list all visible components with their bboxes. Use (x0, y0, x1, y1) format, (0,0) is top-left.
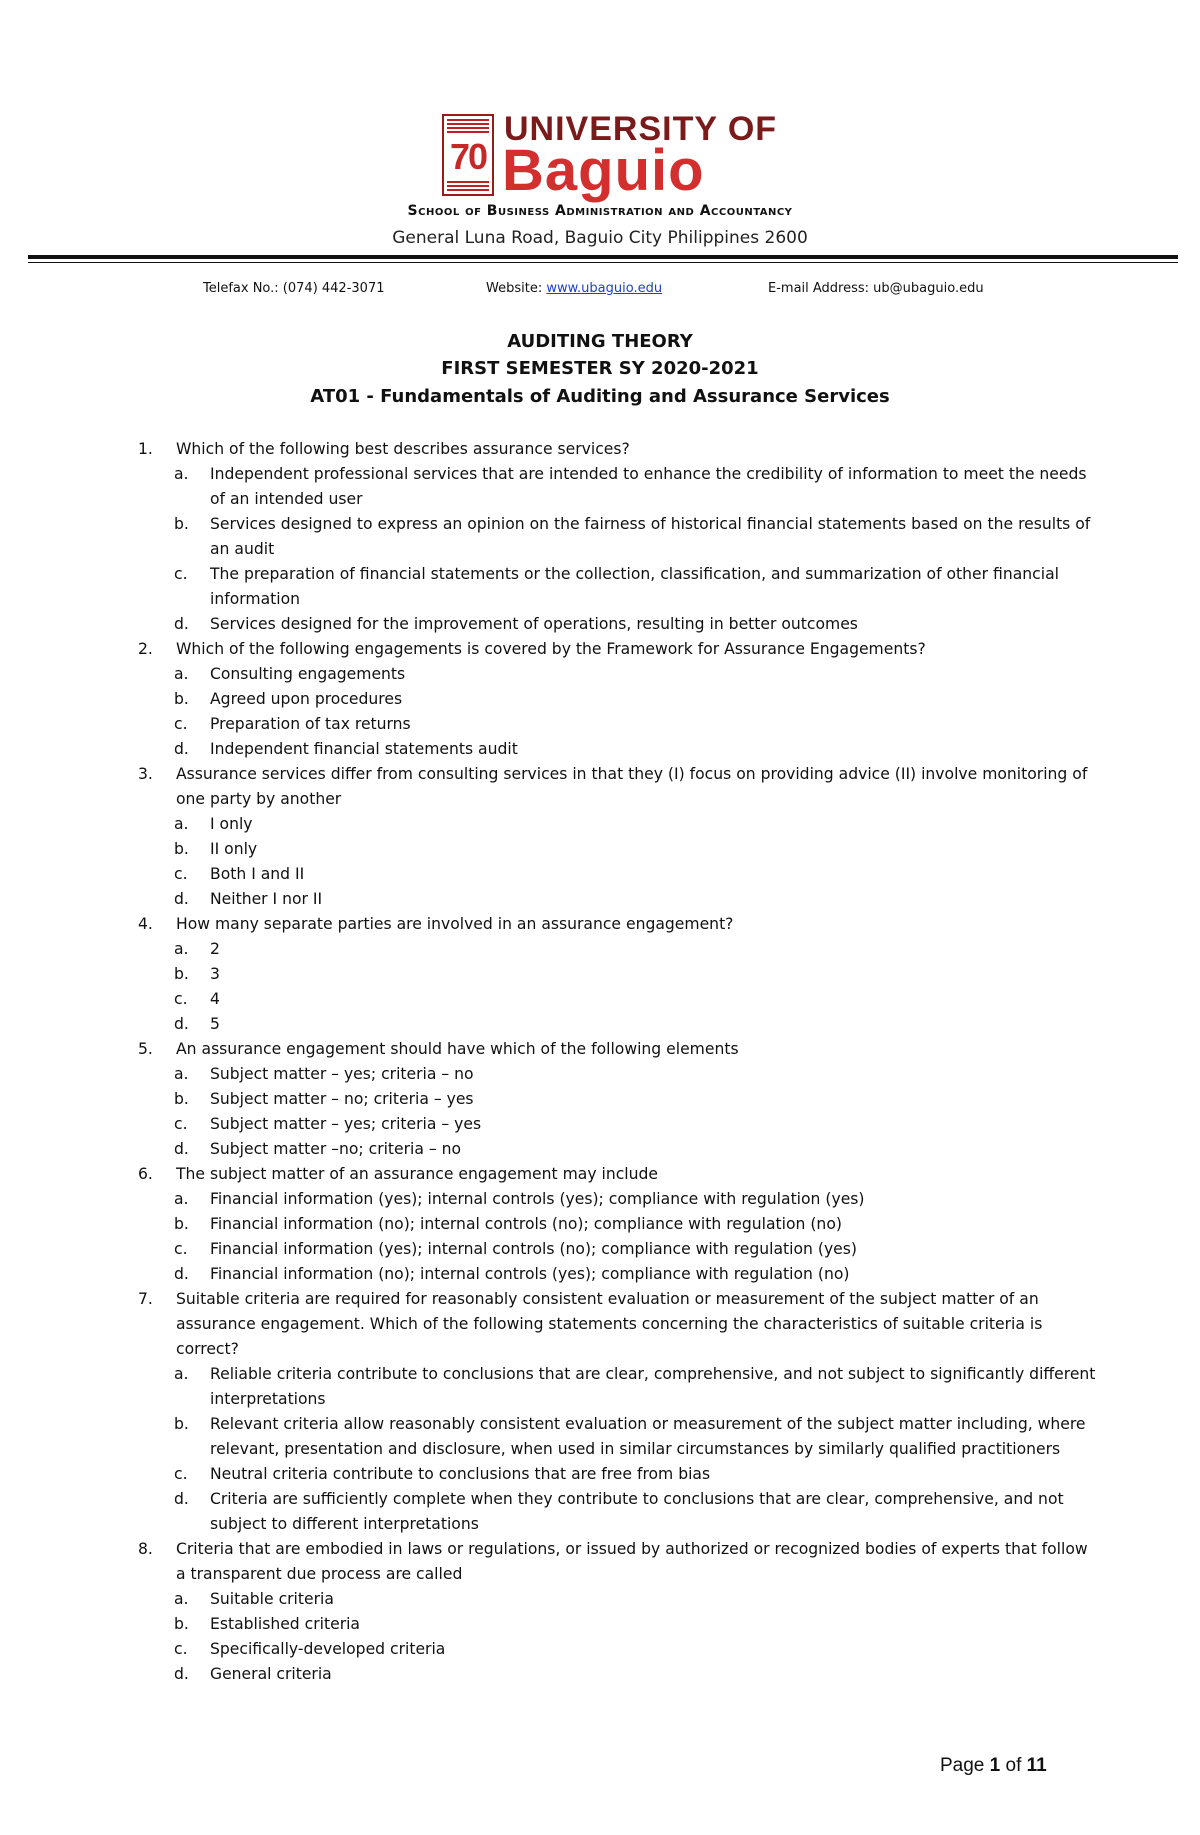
answer-option (138, 1262, 1098, 1287)
answer-option (138, 987, 1098, 1012)
option-letter: d. (174, 740, 189, 758)
option-text: Suitable criteria (210, 1590, 334, 1608)
option-text: Financial information (no); internal controls (yes); compliance with regulation (no) (210, 1265, 850, 1283)
option-text: Subject matter –no; criteria – no (210, 1140, 462, 1158)
logo-badge-top-strip (447, 119, 489, 133)
option-text: Subject matter – yes; criteria – yes (210, 1115, 482, 1133)
answer-option (138, 1087, 1098, 1112)
semester-title: FIRST SEMESTER SY 2020-2021 (441, 358, 759, 379)
option-text: Relevant criteria allow reasonably consistent evaluation or measurement of the subject matter including, where relevant, presentation and disclosure, when used in similar circumstances by similarly qualified practitioners (210, 1415, 1086, 1458)
option-text: Established criteria (210, 1615, 360, 1633)
option-letter: b. (174, 1615, 189, 1633)
option-letter: a. (174, 940, 189, 958)
answer-option (138, 937, 1098, 962)
option-letter: d. (174, 1015, 189, 1033)
option-letter: d. (174, 615, 189, 633)
question-number: 1. (138, 440, 153, 458)
option-text: 4 (210, 990, 220, 1008)
option-text: Subject matter – no; criteria – yes (210, 1090, 474, 1108)
header-divider-thick (28, 255, 1178, 259)
option-text: Reliable criteria contribute to conclusions that are clear, comprehensive, and not subject to significantly different interpretations (210, 1365, 1096, 1408)
option-letter: c. (174, 1640, 188, 1658)
option-text: General criteria (210, 1665, 332, 1683)
option-letter: c. (174, 1465, 188, 1483)
page-current: 1 (989, 1755, 1001, 1776)
question-number: 2. (138, 640, 153, 658)
answer-option (138, 1012, 1098, 1037)
answer-option (138, 1487, 1098, 1537)
option-text: Financial information (yes); internal controls (yes); compliance with regulation (yes) (210, 1190, 865, 1208)
question-item (138, 1287, 1098, 1362)
answer-option (138, 1112, 1098, 1137)
subject-title: AUDITING THEORY (507, 331, 693, 352)
answer-option (138, 837, 1098, 862)
answer-option (138, 1412, 1098, 1462)
question-text: Which of the following best describes assurance services? (176, 440, 630, 458)
option-letter: c. (174, 990, 188, 1008)
question-text: Criteria that are embodied in laws or regulations, or issued by authorized or recognized bodies of experts that follow a transparent due process are called (176, 1540, 1088, 1583)
answer-option (138, 887, 1098, 912)
page-footer (940, 1755, 1047, 1777)
option-text: Financial information (no); internal controls (no); compliance with regulation (no) (210, 1215, 842, 1233)
option-text: Both I and II (210, 865, 305, 883)
option-text: 3 (210, 965, 220, 983)
question-number: 8. (138, 1540, 153, 1558)
option-text: II only (210, 840, 258, 858)
question-item (138, 1162, 1098, 1187)
question-item (138, 912, 1098, 937)
option-letter: a. (174, 465, 189, 483)
answer-option (138, 512, 1098, 562)
option-letter: c. (174, 565, 188, 583)
option-text: Criteria are sufficiently complete when they contribute to conclusions that are clear, comprehensive, and not subject to different interpretations (210, 1490, 1064, 1533)
answer-option (138, 462, 1098, 512)
answer-option (138, 962, 1098, 987)
logo-badge (442, 114, 494, 196)
question-item (138, 637, 1098, 662)
question-number: 6. (138, 1165, 153, 1183)
of-label: of (1005, 1755, 1022, 1776)
answer-option (138, 712, 1098, 737)
option-letter: a. (174, 1590, 189, 1608)
question-text: Suitable criteria are required for reasonably consistent evaluation or measurement of the subject matter of an assurance engagement. Which of the following statements concerning the characteristics of suitable criteria is correct? (176, 1290, 1043, 1358)
option-letter: b. (174, 965, 189, 983)
option-text: Independent financial statements audit (210, 740, 518, 758)
answer-option (138, 1637, 1098, 1662)
option-text: I only (210, 815, 253, 833)
answer-option (138, 1237, 1098, 1262)
question-number: 3. (138, 765, 153, 783)
question-text: An assurance engagement should have which of the following elements (176, 1040, 739, 1058)
answer-option (138, 612, 1098, 637)
answer-option (138, 862, 1098, 887)
question-text: Which of the following engagements is covered by the Framework for Assurance Engagements? (176, 640, 926, 658)
option-letter: d. (174, 1265, 189, 1283)
answer-option (138, 1662, 1098, 1687)
option-text: Financial information (yes); internal controls (no); compliance with regulation (yes) (210, 1240, 857, 1258)
answer-option (138, 737, 1098, 762)
contact-website (486, 281, 662, 296)
logo-badge-number: 70 (449, 136, 487, 177)
question-item (138, 1037, 1098, 1062)
logo-baguio: Baguio (502, 138, 705, 203)
option-text: Agreed upon procedures (210, 690, 403, 708)
answer-option (138, 562, 1098, 612)
option-text: 5 (210, 1015, 220, 1033)
logo-badge-bottom-strip (447, 181, 489, 191)
question-number: 5. (138, 1040, 153, 1058)
option-letter: d. (174, 890, 189, 908)
option-letter: d. (174, 1665, 189, 1683)
option-text: Services designed for the improvement of operations, resulting in better outcomes (210, 615, 858, 633)
option-letter: c. (174, 865, 188, 883)
option-text: Specifically-developed criteria (210, 1640, 446, 1658)
topic-title: AT01 - Fundamentals of Auditing and Assurance Services (310, 386, 890, 407)
option-text: Services designed to express an opinion on the fairness of historical financial statements based on the results of an audit (210, 515, 1091, 558)
answer-option (138, 1612, 1098, 1637)
option-letter: a. (174, 815, 189, 833)
option-text: Consulting engagements (210, 665, 406, 683)
answer-option (138, 1362, 1098, 1412)
contact-telefax: Telefax No.: (074) 442-3071 (203, 281, 385, 296)
question-item (138, 1537, 1098, 1587)
option-text: Subject matter – yes; criteria – no (210, 1065, 474, 1083)
website-link[interactable]: www.ubaguio.edu (546, 281, 663, 296)
option-letter: d. (174, 1490, 189, 1508)
answer-option (138, 1062, 1098, 1087)
school-name: School of Business Administration and Accountancy (407, 203, 793, 219)
school-address: General Luna Road, Baguio City Philippines 2600 (392, 228, 808, 248)
option-letter: d. (174, 1140, 189, 1158)
question-item (138, 762, 1098, 812)
logo-university-of: UNIVERSITY OF (504, 110, 778, 148)
contact-email: E-mail Address: ub@ubaguio.edu (768, 281, 984, 296)
answer-option (138, 1587, 1098, 1612)
option-letter: b. (174, 1090, 189, 1108)
option-letter: b. (174, 1215, 189, 1233)
question-number: 4. (138, 915, 153, 933)
option-text: Independent professional services that are intended to enhance the credibility of information to meet the needs of an intended user (210, 465, 1087, 508)
option-text: The preparation of financial statements or the collection, classification, and summarization of other financial information (210, 565, 1059, 608)
question-item (138, 437, 1098, 462)
option-letter: a. (174, 1190, 189, 1208)
website-label: Website: (486, 281, 547, 296)
answer-option (138, 662, 1098, 687)
option-letter: a. (174, 1365, 189, 1383)
option-letter: b. (174, 840, 189, 858)
question-text: The subject matter of an assurance engagement may include (176, 1165, 659, 1183)
option-text: 2 (210, 940, 220, 958)
question-list (138, 437, 1098, 1687)
option-letter: b. (174, 690, 189, 708)
question-text: How many separate parties are involved in an assurance engagement? (176, 915, 734, 933)
answer-option (138, 1137, 1098, 1162)
option-letter: a. (174, 665, 189, 683)
option-letter: b. (174, 515, 189, 533)
option-letter: a. (174, 1065, 189, 1083)
option-text: Neither I nor II (210, 890, 323, 908)
option-letter: c. (174, 1115, 188, 1133)
header-divider-thin (28, 262, 1178, 263)
answer-option (138, 687, 1098, 712)
university-logo (442, 110, 778, 203)
question-text: Assurance services differ from consulting services in that they (I) focus on providing advice (II) involve monitoring of one party by another (176, 765, 1088, 808)
option-letter: c. (174, 1240, 188, 1258)
option-letter: c. (174, 715, 188, 733)
answer-option (138, 1462, 1098, 1487)
option-text: Preparation of tax returns (210, 715, 411, 733)
option-text: Neutral criteria contribute to conclusions that are free from bias (210, 1465, 711, 1483)
option-letter: b. (174, 1415, 189, 1433)
answer-option (138, 1187, 1098, 1212)
answer-option (138, 812, 1098, 837)
answer-option (138, 1212, 1098, 1237)
page-total: 11 (1026, 1755, 1047, 1776)
question-number: 7. (138, 1290, 153, 1308)
page-label: Page (940, 1755, 985, 1776)
